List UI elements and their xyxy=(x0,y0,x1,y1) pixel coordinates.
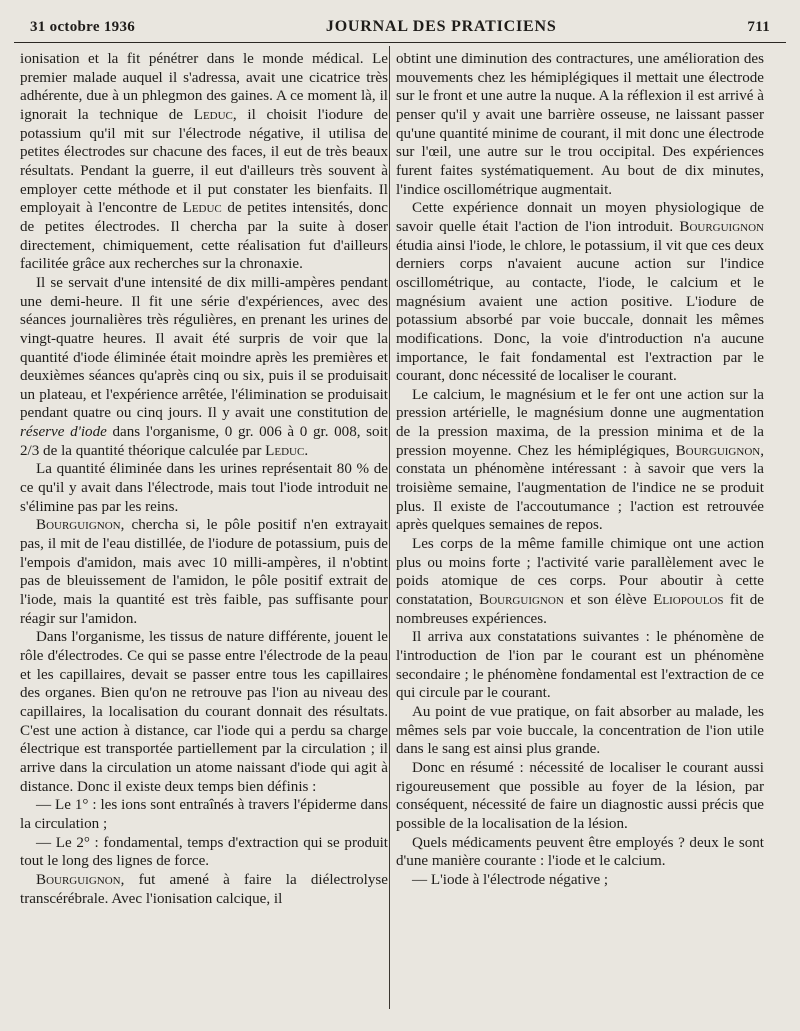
text-run: de petites intensités, donc de petites électrodes. Il chercha par la suite à doser directement, chimiquement, cette réalisation fut d'ailleurs facilitée grâce aux recherches sur la chronaxie. xyxy=(20,200,388,273)
author-name: Bourguignon xyxy=(675,442,761,459)
text-run: dans l'organisme, 0 gr. 006 à 0 gr. 008, soit 2/3 de la quantité théorique calculée par xyxy=(20,424,388,459)
page-header xyxy=(30,14,770,40)
right-paragraph-7: Donc en résumé : nécessité de localiser le courant aussi rigoureusement que possible au foyer de la lésion, par conséquent, nécessité de faire un diagnostic aussi précis que possible de la localisation de la lésion. xyxy=(396,759,764,832)
author-name: Leduc xyxy=(182,200,222,217)
right-paragraph-5: Il arriva aux constatations suivantes : le phénomène de l'introduction de l'ion par le courant est un phénomène secondaire ; le phénomène fondamental est l'extraction de ce qui circule par le courant. xyxy=(396,629,764,702)
text-run: , chercha si, le pôle positif n'en extrayait pas, il mit de l'eau distillée, de l'iodure de potassium, puis de l'empois d'amidon, mais avec 10 milli-ampères, il n'obtint pas de bleuissement de l'amidon, le pôle positif extrait de l'iode, mais la quantité est très faible, pas suffisante pour réagir sur l'amidon. xyxy=(20,517,388,627)
column-divider xyxy=(389,46,390,1009)
author-name: Bourguignon xyxy=(479,592,564,609)
text-run: Il se servait d'une intensité de dix milli-ampères pendant une demi-heure. Il fit une série d'expériences, avec des séances journalières très régulières, en prenant les urines de vingt-quatre heures. Il avait été surpris de voir que la quantité d'iode éliminée était moindre après les premières et deuxièmes séances qu'après cinq ou six, puis il se produisait un plateau, et l'expérience arrêtée, l'élimination se produisait pendant quatre ou cinq jours. Il y avait une constitution de xyxy=(20,274,388,422)
header-date: 31 octobre 1936 xyxy=(30,18,136,35)
left-paragraph-4 xyxy=(20,516,388,628)
right-paragraph-9: — L'iode à l'électrode négative ; xyxy=(412,871,609,888)
text-run: et son élève xyxy=(570,592,647,609)
left-paragraph-2 xyxy=(20,274,388,461)
text-run: Les corps de la même famille chimique ont une action plus ou moins forte ; l'activité varie parallèlement avec le poids atomique de ces corps. Pour aboutir à cette constatation, xyxy=(396,536,764,609)
right-column xyxy=(396,50,764,890)
text-run: , fut amené à faire la diélectrolyse transcérébrale. Avec l'ionisation calcique, il xyxy=(20,871,388,907)
right-paragraph-2 xyxy=(396,199,764,386)
author-name: Bourguignon xyxy=(36,871,121,888)
left-paragraph-5: Dans l'organisme, les tissus de nature différente, jouent le rôle d'électrodes. Ce qui se passe entre l'électrode de la peau et les capillaires, devait se passer entre tous les capillaires des organes. Bien qu'on ne retrouve pas l'ion au niveau des capillaires, la localisation du courant donnait des résultats. C'est une action à distance, car l'iode qui a perdu sa charge électrique est transportée partiellement par la circulation ; il arrive dans la circulation un atome naissant d'iode qui agit à distance. Donc il existe deux temps bien définis : xyxy=(20,629,388,795)
right-paragraph-8: Quels médicaments peuvent être employés ? deux le sont d'une manière courante : l'iode et le calcium. xyxy=(396,834,764,870)
left-paragraph-8 xyxy=(20,871,388,908)
author-name: Bourguignon xyxy=(679,218,764,235)
left-paragraph-7: — Le 2° : fondamental, temps d'extraction qui se produit tout le long des lignes de force. xyxy=(20,834,388,870)
right-paragraph-1: obtint une diminution des contractures, une amélioration des mouvements chez les hémiplégiques il mettait une électrode sur le front et une autre la nuque. A la réflexion il est arrivé à penser qu'il y avait une barrière osseuse, ne laissant passer qu'une quantité minime de courant, il mit donc une électrode sur l'œil, une autre sur le trou occipital. Des expériences furent faites systématiquement. Au bout de dix minutes, l'indice oscillométrique augmentait. xyxy=(396,51,764,198)
right-paragraph-6: Au point de vue pratique, on fait absorber au malade, les mêmes sels par voie buccale, la concentration de l'ion utile dans le sang est ainsi plus grande. xyxy=(396,703,764,758)
header-journal-title: JOURNAL DES PRATICIENS xyxy=(325,18,557,35)
text-run: , il choisit l'iodure de potassium qu'il mit sur l'électrode négative, il utilisa de petites électrodes sur chacune des faces, il eut de très beaux résultats. Pendant la guerre, il eut d'ailleurs très souvent à employer cette méthode et il put constater les bienfaits. Il employait à l'encontre de xyxy=(20,106,388,217)
header-rule xyxy=(14,42,786,43)
left-column xyxy=(20,50,388,908)
author-name: Leduc xyxy=(265,442,305,459)
text-run: ionisation et la fit pénétrer dans le monde médical. Le premier malade auquel il s'adressa, avait une cicatrice très adhérente, due à un phlegmon des gaines. A ce moment là, il ignorait la technique de xyxy=(20,51,388,123)
text-run: Le calcium, le magnésium et le fer ont une action sur la pression artérielle, le magnésium donne une augmentation de la pression maxima, de la pression minima et de la pression moyenne. Chez les hémiplégiques, xyxy=(396,386,764,459)
text-run: étudia ainsi l'iode, le chlore, le potassium, il vit que ces deux derniers corps n'avaient aucune action sur l'indice oscillométrique, au contacte, l'iode, le calcium et le magnésium avaient une action positive. L'iodure de potassium absorbé par voie buccale, donnait les mêmes modifications. Donc, la voie d'introduction n'a aucune importance, le fait fondamental est l'extraction par le courant, donc nécessité de localiser le courant. xyxy=(396,237,764,385)
text-run: . xyxy=(304,442,309,459)
text-run: , constata un phénomène intéressant : à savoir que vers la troisième semaine, l'augmentation de l'indice ne se produit plus. Il existe de l'accoutumance ; l'action est retrouvée après quelques semaines de repos. xyxy=(396,442,764,534)
left-paragraph-1 xyxy=(20,50,388,274)
author-name: Eliopoulos xyxy=(653,592,724,609)
left-paragraph-3: La quantité éliminée dans les urines représentait 80 % de ce qu'il y avait dans l'électrode, mais tout l'iode introduit ne s'élimine pas par les reins. xyxy=(20,461,388,515)
text-run: fit de nombreuses expériences. xyxy=(396,592,764,627)
text-run: Cette expérience donnait un moyen physiologique de savoir quelle était l'action de l'ion introduit. xyxy=(396,200,764,235)
author-name: Bourguignon xyxy=(36,517,121,534)
emphasis-text: réserve d'iode xyxy=(20,424,107,441)
author-name: Leduc xyxy=(193,106,233,123)
right-paragraph-4 xyxy=(396,535,764,628)
header-page-number: 711 xyxy=(747,18,770,35)
left-paragraph-6: — Le 1° : les ions sont entraînés à travers l'épiderme dans la circulation ; xyxy=(20,797,388,832)
right-paragraph-3 xyxy=(396,386,764,535)
